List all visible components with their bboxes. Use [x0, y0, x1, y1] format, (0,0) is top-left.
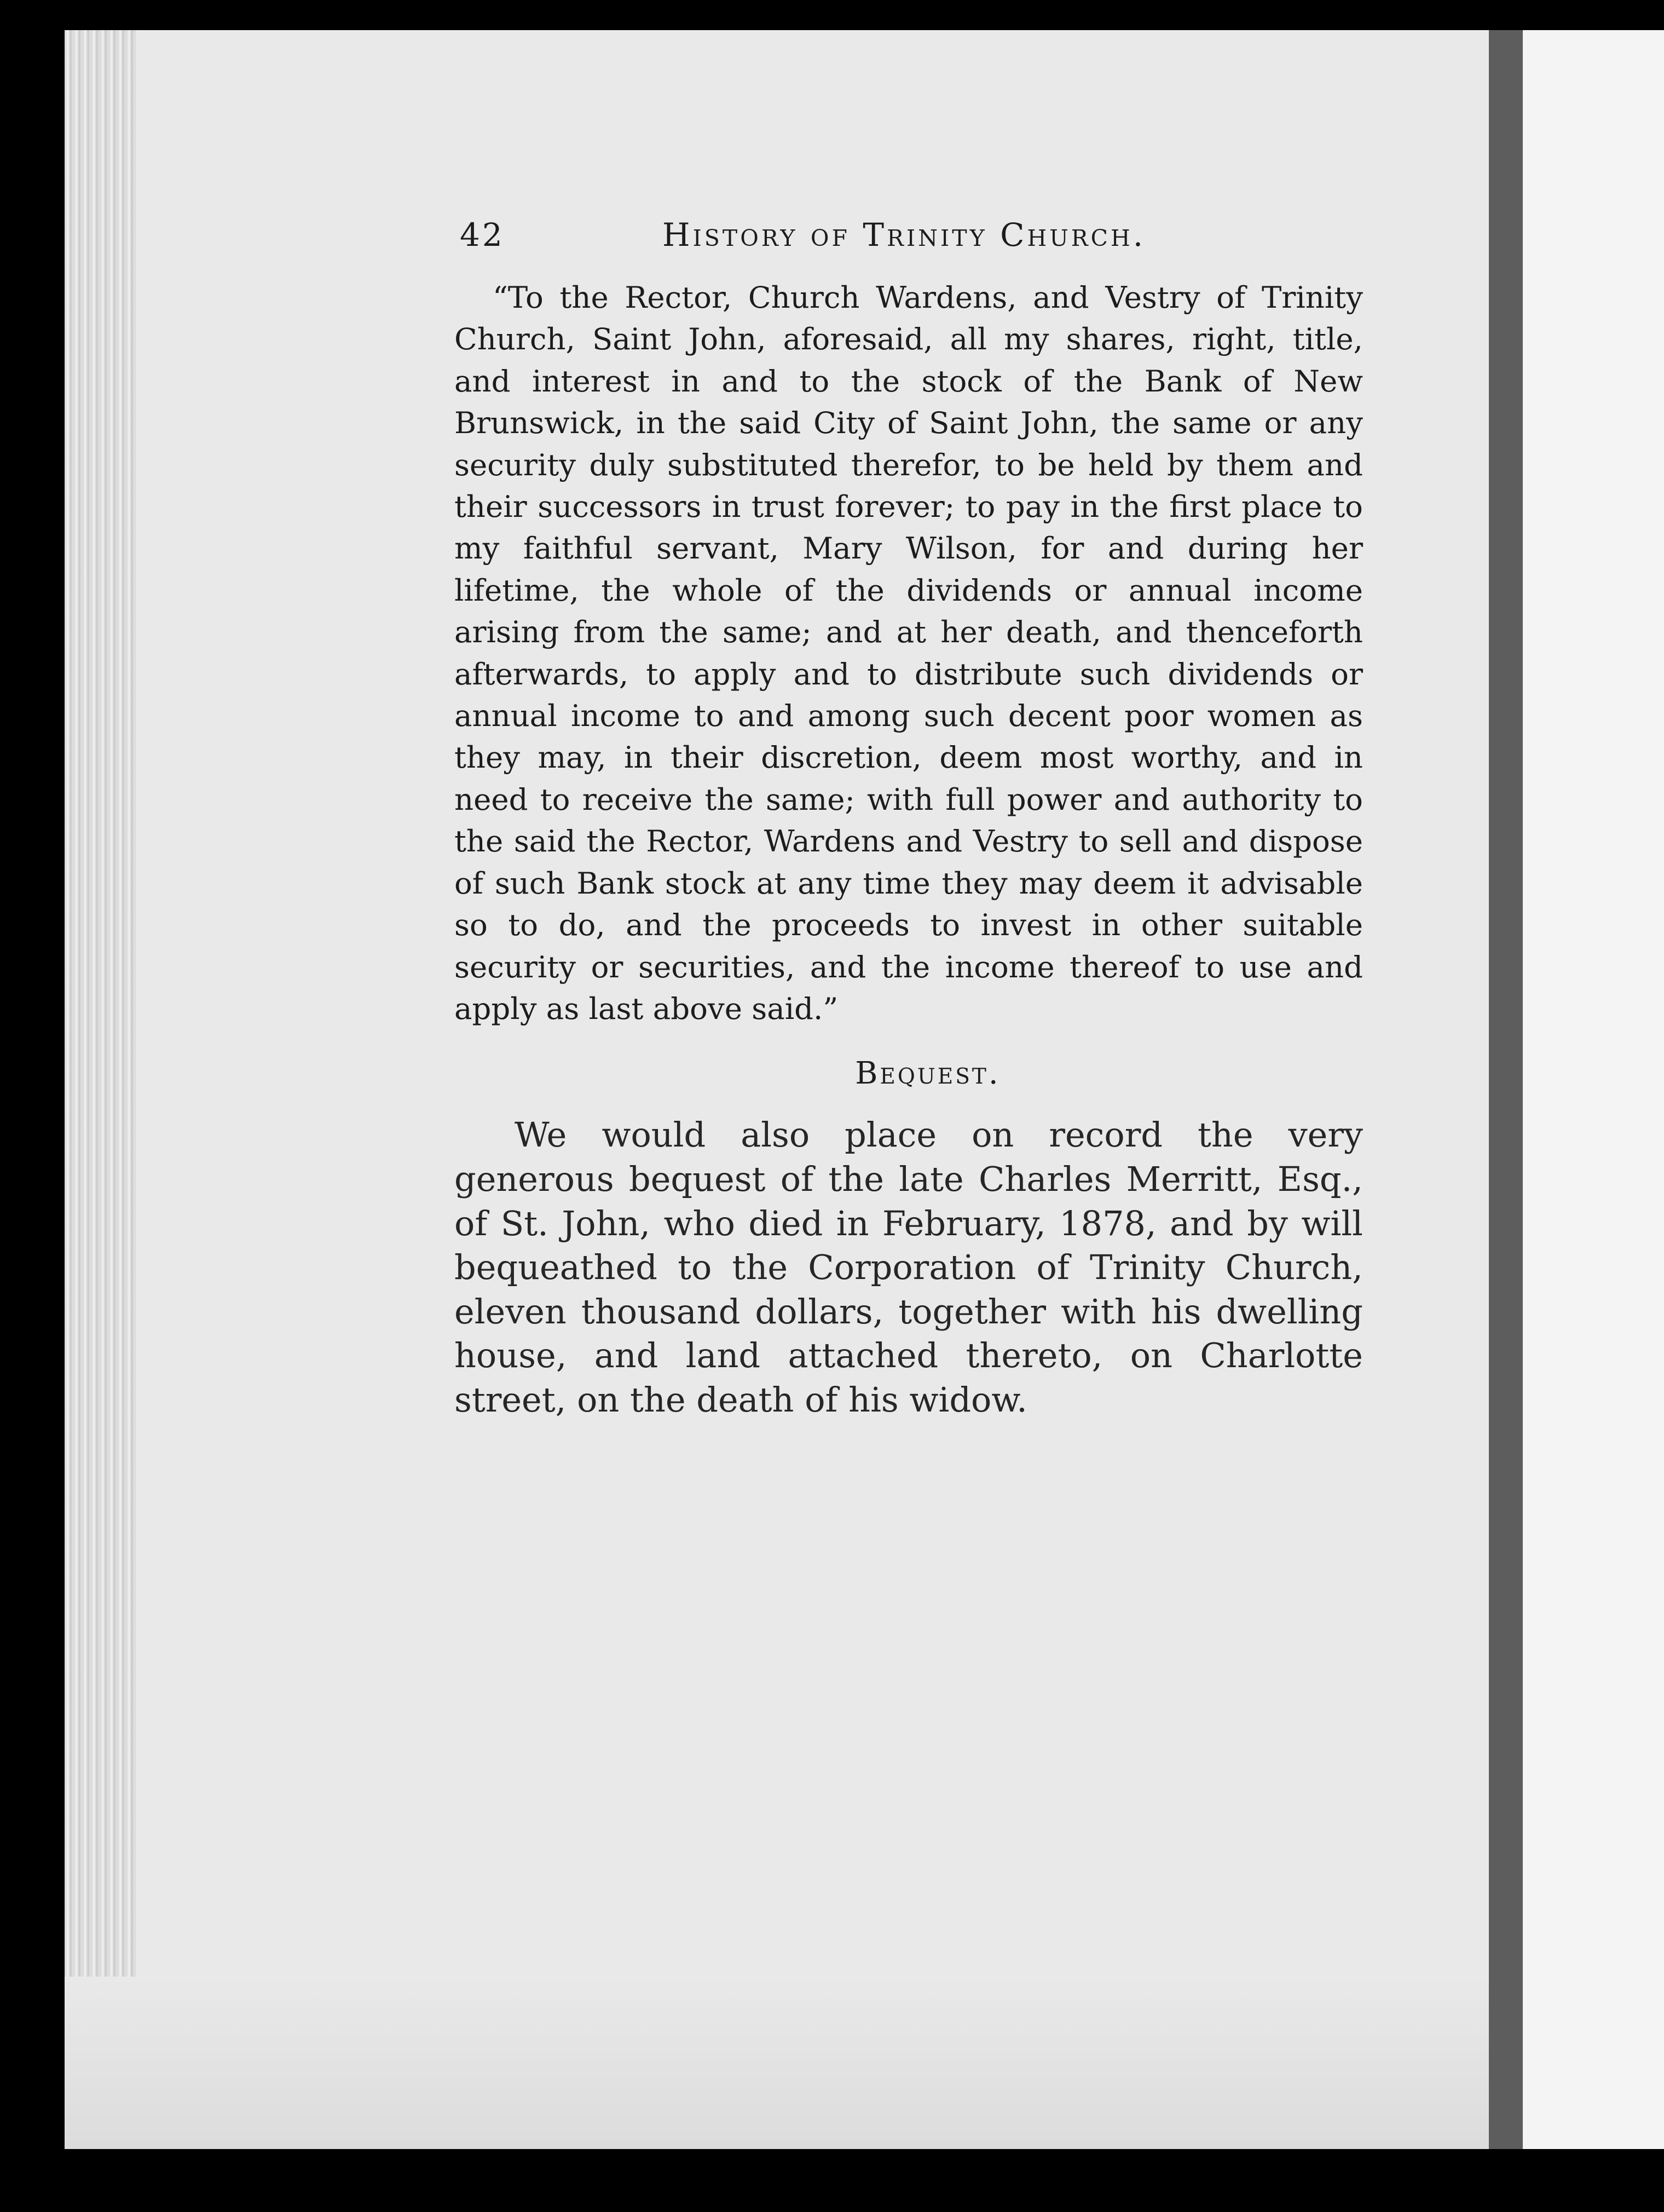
bequest-paragraph: We would also place on record the very generous bequest of the late Charles Merritt, Esq., of St. John, who died in February, 1878, and by will bequeathed to the Corporation of Trinity Church, eleven thousand dollars, together with his dwelling house, and land attached thereto, on Charlotte street, on the death of his widow.: [454, 1115, 1363, 1420]
page-text: [454, 216, 1363, 1422]
quoted-will-paragraph: “To the Rector, Church Wardens, and Vestry of Trinity Church, Saint John, aforesaid, all my shares, right, title, and interest in and to the stock of the Bank of New Brunswick, in the said City of Saint John, the same or any security duly substituted therefor, to be held by them and their successors in trust forever; to pay in the first place to my faithful servant, Mary Wilson, for and during her lifetime, the whole of the dividends or annual income arising from the same; and at her death, and thenceforth afterwards, to apply and to distribute such dividends or annual income to and among such decent poor women as they may, in their discretion, deem most worthy, and in need to receive the same; with full power and authority to the said the Rector, Wardens and Vestry to sell and dispose of such Bank stock at any time they may deem it advisable so to do, and the proceeds to invest in other suitable security or securities, and the income thereof to use and apply as last above said.”: [454, 280, 1363, 1026]
page-bottom-shading: [65, 1977, 1489, 2149]
running-head: [454, 216, 1363, 276]
running-title: History of Trinity Church.: [662, 216, 1146, 254]
book-gutter: [1489, 30, 1523, 2149]
section-heading: Bequest.: [855, 1056, 1001, 1092]
facing-page-edge: [1523, 30, 1664, 2149]
page-number: 42: [460, 216, 505, 254]
page-edges: [65, 30, 136, 2149]
